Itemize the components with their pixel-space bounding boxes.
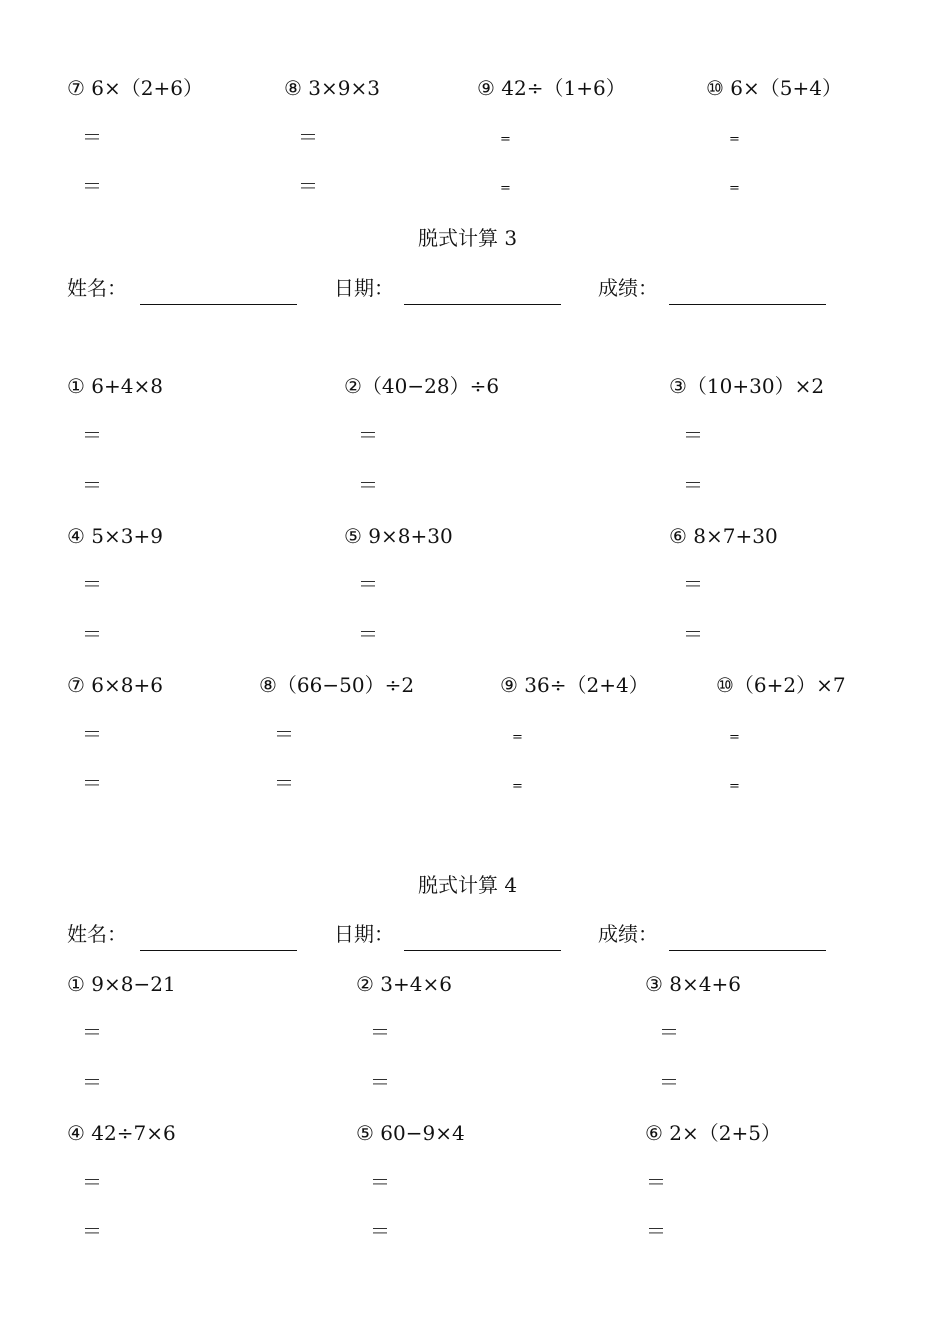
equals-sign: ＝: [82, 125, 102, 149]
problem-4-3: ③ 8×4+6: [645, 972, 741, 996]
equals-sign: ＝: [683, 473, 703, 497]
equals-sign: ＝: [82, 1170, 102, 1194]
equals-sign: ＝: [82, 423, 102, 447]
equals-sign: =: [512, 779, 523, 794]
problem-4-5: ⑤ 60−9×4: [356, 1121, 465, 1145]
equals-sign: ＝: [358, 473, 378, 497]
equals-sign: ＝: [82, 473, 102, 497]
equals-sign: ＝: [358, 423, 378, 447]
problem-4-1: ① 9×8−21: [67, 972, 176, 996]
problem-top-7: ⑦ 6×（2+6）: [67, 76, 203, 100]
problem-3-8: ⑧（66−50）÷2: [259, 673, 415, 697]
equals-sign: =: [729, 181, 740, 196]
equals-sign: ＝: [659, 1070, 679, 1094]
equals-sign: ＝: [298, 174, 318, 198]
problem-4-6: ⑥ 2×（2+5）: [645, 1121, 781, 1145]
problem-4-4: ④ 42÷7×6: [67, 1121, 176, 1145]
problem-3-2: ②（40−28）÷6: [344, 374, 500, 398]
equals-sign: ＝: [274, 771, 294, 795]
equals-sign: ＝: [358, 622, 378, 646]
equals-sign: ＝: [274, 722, 294, 746]
equals-sign: ＝: [646, 1170, 666, 1194]
equals-sign: ＝: [82, 1020, 102, 1044]
score-field[interactable]: [669, 950, 826, 951]
problem-3-3: ③（10+30）×2: [669, 374, 825, 398]
problem-top-9: ⑨ 42÷（1+6）: [477, 76, 626, 100]
problem-3-7: ⑦ 6×8+6: [67, 673, 163, 697]
problem-top-8: ⑧ 3×9×3: [284, 76, 380, 100]
equals-sign: ＝: [370, 1070, 390, 1094]
equals-sign: ＝: [683, 572, 703, 596]
equals-sign: ＝: [370, 1219, 390, 1243]
equals-sign: =: [500, 181, 511, 196]
score-field[interactable]: [669, 304, 826, 305]
problem-3-9: ⑨ 36÷（2+4）: [500, 673, 649, 697]
equals-sign: ＝: [82, 622, 102, 646]
equals-sign: ＝: [370, 1170, 390, 1194]
date-field[interactable]: [404, 304, 561, 305]
equals-sign: =: [729, 730, 740, 745]
equals-sign: ＝: [683, 622, 703, 646]
problem-3-1: ① 6+4×8: [67, 374, 163, 398]
problem-3-5: ⑤ 9×8+30: [344, 524, 453, 548]
problem-4-2: ② 3+4×6: [356, 972, 452, 996]
equals-sign: =: [512, 730, 523, 745]
problem-3-4: ④ 5×3+9: [67, 524, 163, 548]
equals-sign: ＝: [659, 1020, 679, 1044]
equals-sign: =: [500, 132, 511, 147]
equals-sign: ＝: [370, 1020, 390, 1044]
equals-sign: ＝: [82, 174, 102, 198]
section-3-title: 脱式计算 3: [418, 226, 518, 250]
date-label: 日期：: [334, 276, 394, 300]
equals-sign: ＝: [646, 1219, 666, 1243]
date-field[interactable]: [404, 950, 561, 951]
equals-sign: ＝: [683, 423, 703, 447]
problem-3-10: ⑩（6+2）×7: [716, 673, 846, 697]
equals-sign: =: [729, 779, 740, 794]
problem-3-6: ⑥ 8×7+30: [669, 524, 778, 548]
date-label: 日期：: [334, 922, 394, 946]
name-field[interactable]: [140, 950, 297, 951]
equals-sign: =: [729, 132, 740, 147]
equals-sign: ＝: [82, 1070, 102, 1094]
name-label: 姓名：: [67, 276, 127, 300]
name-label: 姓名：: [67, 922, 127, 946]
score-label: 成绩：: [598, 922, 658, 946]
problem-top-10: ⑩ 6×（5+4）: [706, 76, 842, 100]
equals-sign: ＝: [298, 125, 318, 149]
equals-sign: ＝: [82, 722, 102, 746]
equals-sign: ＝: [82, 771, 102, 795]
equals-sign: ＝: [82, 1219, 102, 1243]
section-4-title: 脱式计算 4: [418, 873, 518, 897]
name-field[interactable]: [140, 304, 297, 305]
equals-sign: ＝: [358, 572, 378, 596]
equals-sign: ＝: [82, 572, 102, 596]
score-label: 成绩：: [598, 276, 658, 300]
